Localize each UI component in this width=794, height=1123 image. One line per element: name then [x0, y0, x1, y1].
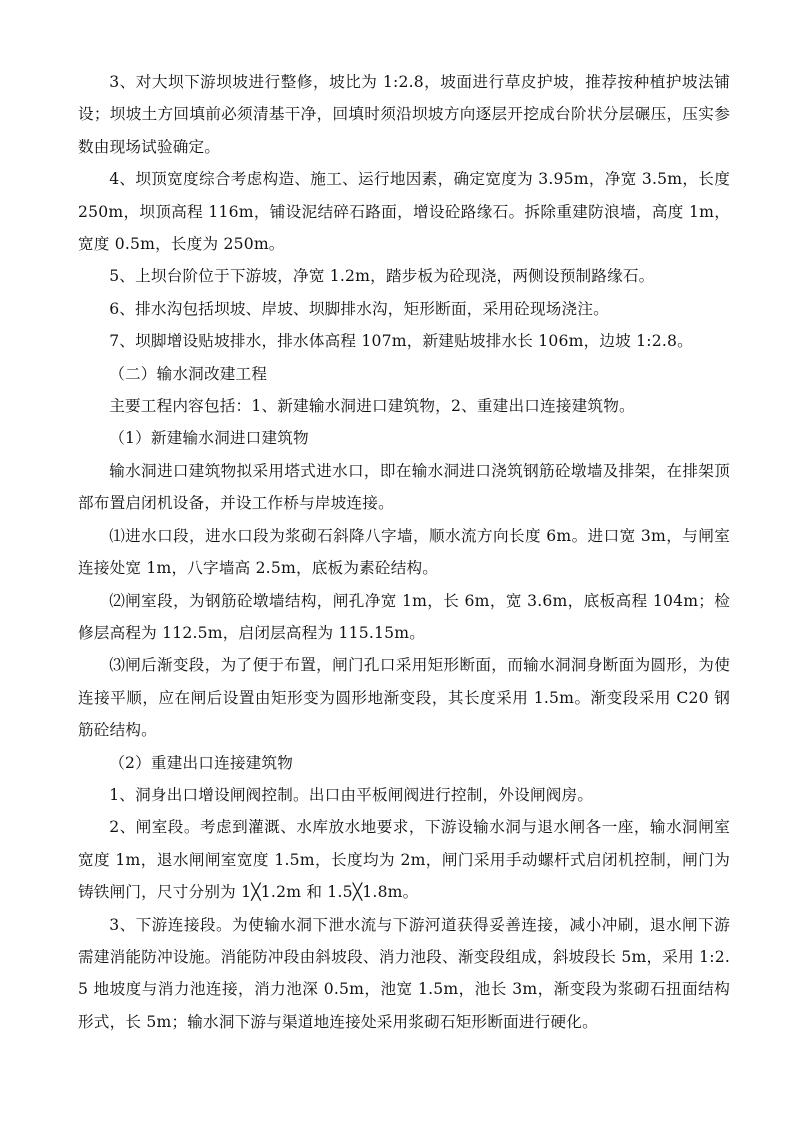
- paragraph-inlet-section: ⑴进水口段，进水口段为浆砌石斜降八字墙，顺水流方向长度 6m。进口宽 3m，与闸室连接处宽 1m，八字墙高 2.5m，底板为素砼结构。: [78, 526, 730, 578]
- paragraph-inlet-tower: 输水洞进口建筑物拟采用塔式进水口，即在输水洞进口浇筑钢筋砼墩墙及排架，在排架顶部布置启闭机设备，并设工作桥与岸坡连接。: [78, 461, 730, 513]
- subheading-outlet-structure: （2）重建出口连接建筑物: [109, 753, 294, 772]
- subheading-inlet-structure: （1）新建输水洞进口建筑物: [109, 429, 309, 448]
- paragraph-outlet-valve: 1、洞身出口增设闸阀控制。出口由平板闸阀进行控制，外设闸阀房。: [109, 785, 594, 804]
- section-heading-outlet-tunnel: （二）输水洞改建工程: [109, 364, 268, 383]
- paragraph-dam-steps: 5、上坝台阶位于下游坡，净宽 1.2m，踏步板为砼现浇，两侧设预制路缘石。: [109, 267, 655, 286]
- document-body: [78, 66, 730, 1038]
- paragraph-downstream-connection: 3、下游连接段。为使输水洞下泄水流与下游河道获得妥善连接，减小冲刷，退水闸下游需建消能防冲设施。消能防冲段由斜坡段、消力池段、渐变段组成，斜坡段长 5m，采用 1:2.5 地坡度与消力池连接，消力池深 0.5m，池宽 1.5m，池长 3m，渐变段为浆砌石扭面结构形式，长 5m；输水洞下游与渠道地连接处采用浆砌石矩形断面进行硬化。: [78, 915, 730, 1031]
- paragraph-transition-section: ⑶闸后渐变段，为了便于布置，闸门孔口采用矩形断面，而输水洞洞身断面为圆形，为使连接平顺，应在闸后设置由矩形变为圆形地渐变段，其长度采用 1.5m。渐变段采用 C20 钢筋砼结构。: [78, 656, 730, 740]
- paragraph-dam-slope-repair: 3、对大坝下游坝坡进行整修，坡比为 1:2.8，坡面进行草皮护坡，推荐按种植护坡法铺设；坝坡土方回填前必须清基干净，回填时须沿坝坡方向逐层开挖成台阶状分层碾压，压实参数由现场试验确定。: [78, 73, 730, 156]
- paragraph-gate-chamber: ⑵闸室段，为钢筋砼墩墙结构，闸孔净宽 1m，长 6m，宽 3.6m，底板高程 104m；检修层高程为 112.5m，启闭层高程为 115.15m。: [78, 591, 730, 642]
- paragraph-toe-drainage: 7、坝脚增设贴坡排水，排水体高程 107m，新建贴坡排水长 106m，边坡 1:2.8。: [109, 332, 693, 351]
- paragraph-drainage-ditch: 6、排水沟包括坝坡、岸坡、坝脚排水沟，矩形断面，采用砼现场浇注。: [109, 299, 609, 318]
- paragraph-dam-crest: 4、坝顶宽度综合考虑构造、施工、运行地因素，确定宽度为 3.95m，净宽 3.5m，长度 250m，坝顶高程 116m，铺设泥结碎石路面，增设砼路缘石。拆除重建防浪墙，高度 1m，宽度 0.5m，长度为 250m。: [78, 170, 730, 254]
- paragraph-outlet-gate-chamber: 2、闸室段。考虑到灌溉、水库放水地要求，下游设输水洞与退水闸各一座，输水洞闸室宽度 1m，退水闸闸室宽度 1.5m，长度均为 2m，闸门采用手动螺杆式启闭机控制，闸门为铸铁闸门，尺寸分别为 1╳1.2m 和 1.5╳1.8m。: [78, 818, 730, 902]
- paragraph-main-works: 主要工程内容包括：1、新建输水洞进口建筑物，2、重建出口连接建筑物。: [109, 397, 635, 416]
